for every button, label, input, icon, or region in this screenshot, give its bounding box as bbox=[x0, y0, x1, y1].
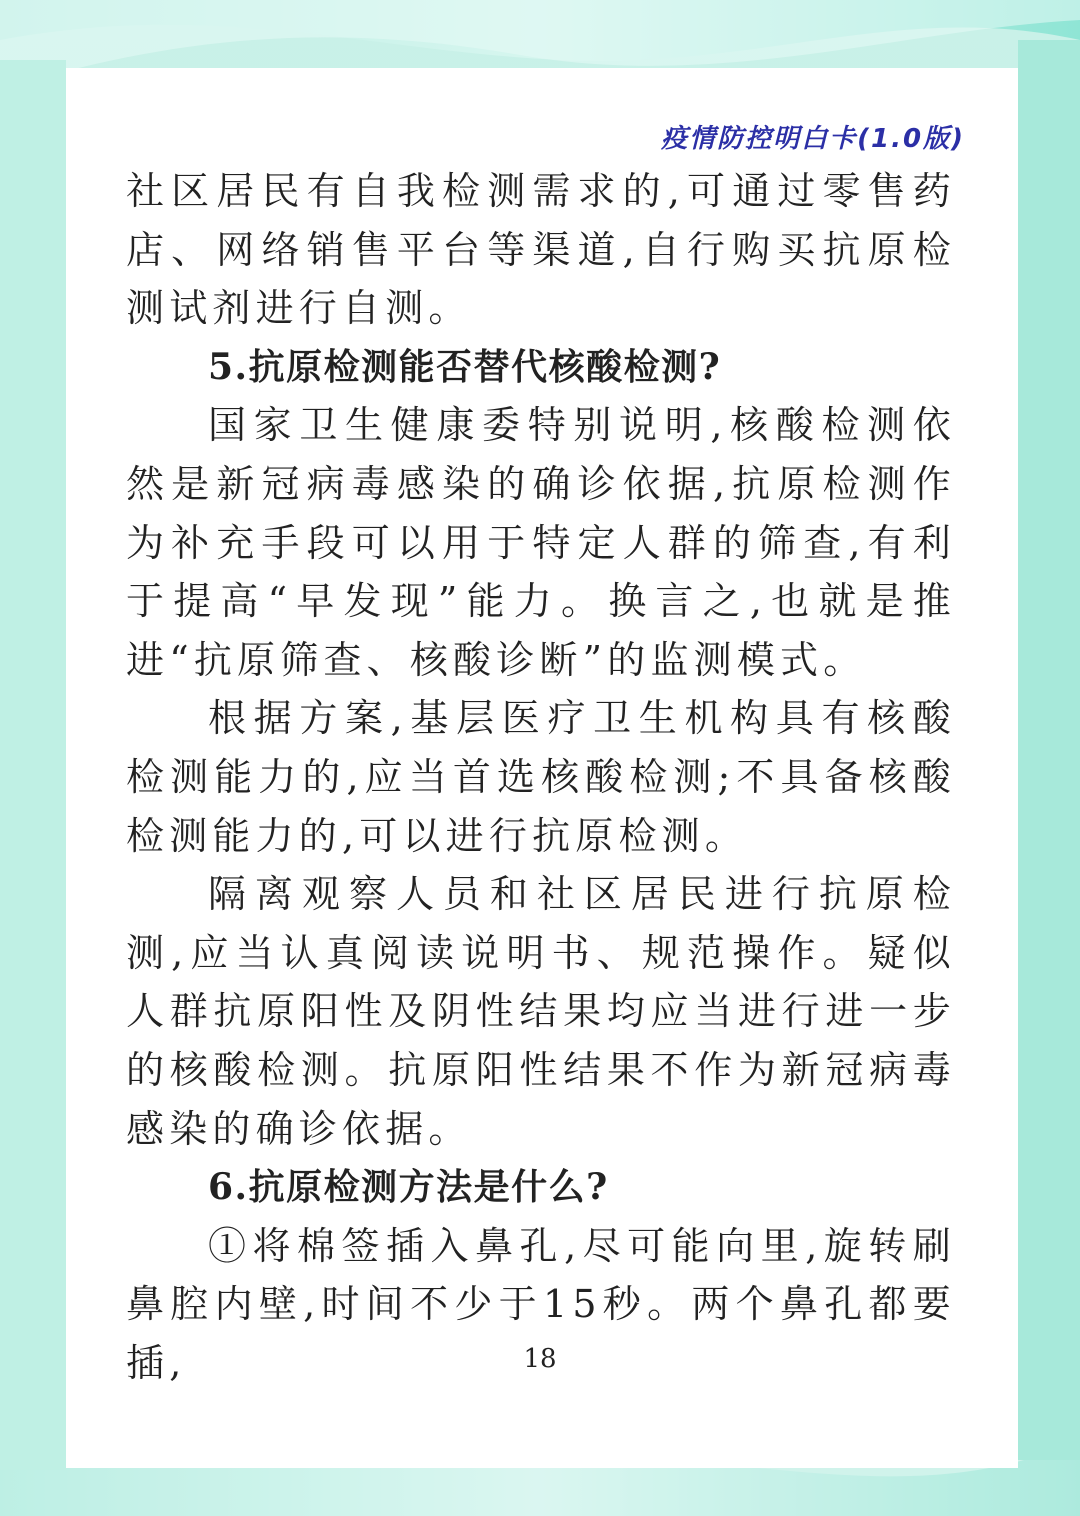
section-heading-5: 5.抗原检测能否替代核酸检测? bbox=[208, 345, 722, 388]
page-number: 18 bbox=[523, 1344, 557, 1374]
paragraph-plan: 根据方案,基层医疗卫生机构具有核酸检测能力的,应当首选核酸检测;不具备核酸检测能力的,可以进行抗原检测。 bbox=[126, 696, 956, 858]
paragraph-self-test: 社区居民有自我检测需求的,可通过零售药店、网络销售平台等渠道,自行购买抗原检测试剂进行自测。 bbox=[126, 169, 956, 331]
section-heading-6: 6.抗原检测方法是什么? bbox=[208, 1166, 609, 1209]
paragraph-quarantine: 隔离观察人员和社区居民进行抗原检测,应当认真阅读说明书、规范操作。疑似人群抗原阳性及阴性结果均应当进行进一步的核酸检测。抗原阳性结果不作为新冠病毒感染的确诊依据。 bbox=[126, 872, 956, 1151]
page-content bbox=[126, 162, 956, 1392]
paragraph-method-step-1: ①将棉签插入鼻孔,尽可能向里,旋转刷鼻腔内壁,时间不少于15秒。两个鼻孔都要插, bbox=[126, 1223, 956, 1385]
header-title: 疫情防控明白卡(1.0版) bbox=[661, 124, 965, 154]
paragraph-nhc-statement: 国家卫生健康委特别说明,核酸检测依然是新冠病毒感染的确诊依据,抗原检测作为补充手段可以用于特定人群的筛查,有利于提高“早发现”能力。换言之,也就是推进“抗原筛查、核酸诊断”的监测模式。 bbox=[126, 403, 956, 682]
